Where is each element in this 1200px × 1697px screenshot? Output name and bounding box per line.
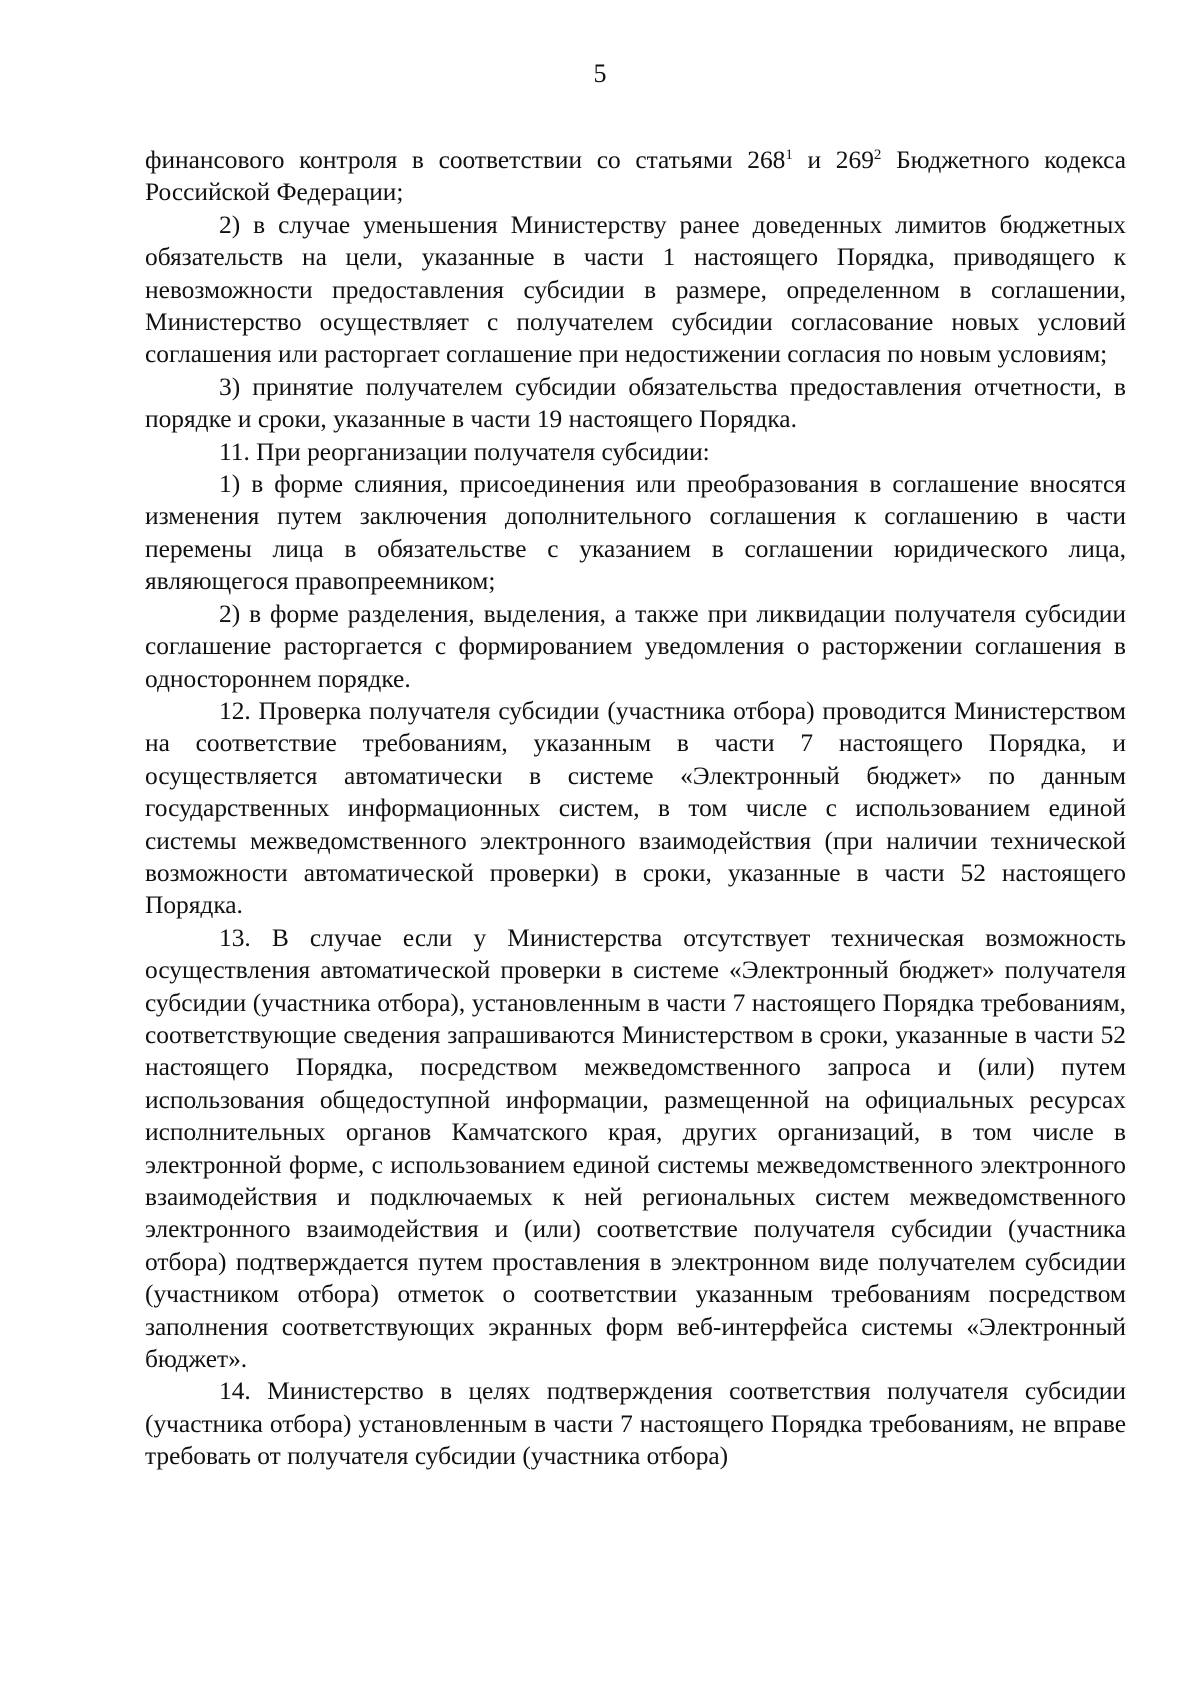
paragraph-section-12: 12. Проверка получателя субсидии (участника отбора) проводится Министерством на соответствие требованиям, указанным в части 7 настоящего Порядка, и осуществляется автоматически в системе «Электронный бюджет» по данным государственных информационных систем, в том числе с использованием единой системы межведомственного электронного взаимодействия (при наличии технической возможности автоматической проверки) в сроки, указанные в части 52 настоящего Порядка. <box>145 696 1126 920</box>
superscript: 2 <box>873 147 882 163</box>
paragraph-section-11-item-1: 1) в форме слияния, присоединения или преобразования в соглашение вносятся изменения путем заключения дополнительного соглашения к соглашению в части перемены лица в обязательстве с указанием в соглашении юридического лица, являющегося правопреемником; <box>145 470 1126 596</box>
paragraph-text: финансового контроля в соответствии со статьями 268 <box>145 146 786 174</box>
paragraph-item-3-reporting: 3) принятие получателем субсидии обязательства предоставления отчетности, в порядке и сроки, указанные в части 19 настоящего Порядка. <box>145 372 1126 434</box>
paragraph-section-11: 11. При реорганизации получателя субсидии: <box>219 437 710 466</box>
paragraph-text: и 269 <box>792 146 874 174</box>
paragraph-section-13: 13. В случае если у Министерства отсутствует техническая возможность осуществления автоматической проверки в системе «Электронный бюджет» получателя субсидии (участника отбора), установленным в части 7 настоящего Порядка требованиям, соответствующие сведения запрашиваются Министерством в сроки, указанные в части 52 настоящего Порядка, посредством межведомственного запроса и (или) путем использования общедоступной информации, размещенной на официальных ресурсах исполнительных органов Камчатского края, других организаций, в том числе в электронной форме, с использованием единой системы межведомственного электронного взаимодействия и подключаемых к ней региональных систем межведомственного электронного взаимодействия и (или) соответствие получателя субсидии (участника отбора) подтверждается путем проставления в электронном виде получателем субсидии (участником отбора) отметок о соответствии указанным требованиям посредством заполнения соответствующих экранных форм веб-интерфейса системы «Электронный бюджет». <box>145 923 1126 1374</box>
paragraph-section-11-item-2: 2) в форме разделения, выделения, а также при ликвидации получателя субсидии соглашение расторгается с формированием уведомления о расторжении соглашения в одностороннем порядке. <box>145 599 1126 693</box>
paragraph-section-14: 14. Министерство в целях подтверждения соответствия получателя субсидии (участника отбора) установленным в части 7 настоящего Порядка требованиям, не вправе требовать от получателя субсидии (участника отбора) <box>145 1377 1126 1471</box>
paragraph-budget-code-continuation <box>145 144 1126 209</box>
page-number: 5 <box>593 59 607 88</box>
superscript: 1 <box>785 147 793 163</box>
paragraph-text: Бюджетного кодекса Российской Федерации; <box>145 146 1126 207</box>
document-body <box>145 144 1126 1473</box>
paragraph-item-2-limits-reduction: 2) в случае уменьшения Министерству ранее доведенных лимитов бюджетных обязательств на цели, указанные в части 1 настоящего Порядка, приводящего к невозможности предоставления субсидии в размере, определенном в соглашении, Министерство осуществляет с получателем субсидии согласование новых условий соглашения или расторгает соглашение при недостижении согласия по новым условиям; <box>145 210 1126 369</box>
